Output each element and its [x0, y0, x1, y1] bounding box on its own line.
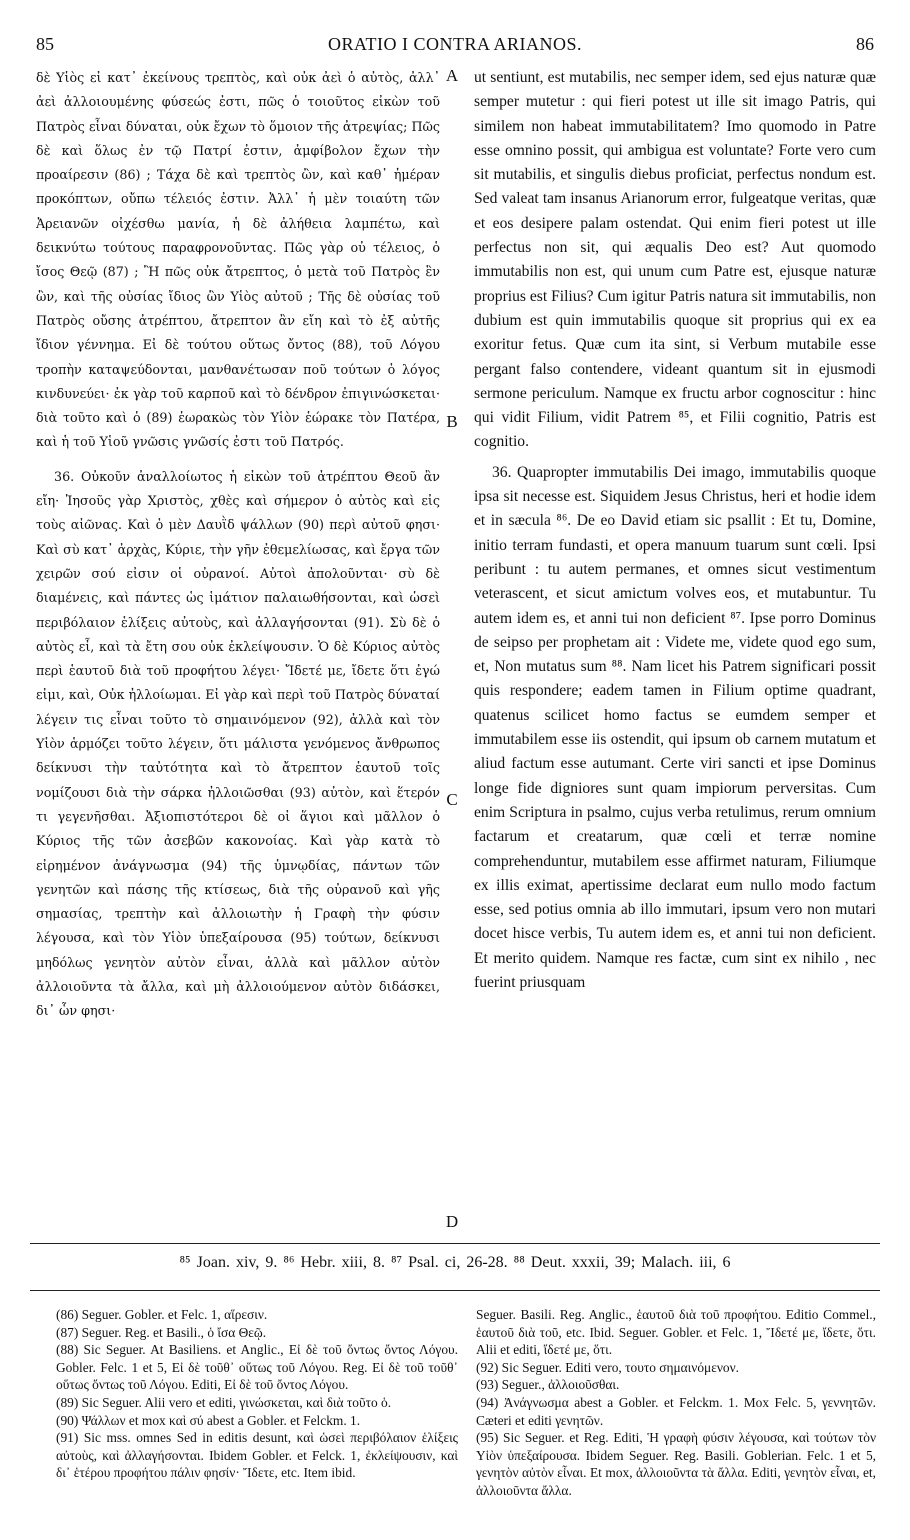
latin-paragraph-2: 36. Quapropter immutabilis Dei imago, immutabilis quoque ipsa sit necesse est. Siquidem Jesus Christus, heri et hodie idem et in sæcula ⁸⁶. De eo David etiam sic psallit : Et tu, Domine, initio terram fundasti, et opera manuum tuarum sunt cœli. Ipsi peribunt : tu autem permanes, et omnes sicut vestimentum veterascent, et sicut amictum volves eos, et mutabuntur. Tu autem idem es, et anni tui non deficient ⁸⁷. Ipse porro Dominus de seipso per prophetam ait : Videte me, videte quod ego sum, et, Non mutatus sum ⁸⁸. Nam licet his Patrem significari possit quis respondere; eadem tamen in Filium optime quadrant, quatenus scilicet homo factus se eumdem semper et immutabilem esse iis ostendit, qui ipsum ob carnem mutatum et aliud factum esse autumant. Certe viri sancti et ipse Dominus longe fide digniores sunt quam impiorum perversitas. Cum enim Scriptura in psalmo, cujus verba retulimus, rerum omnium factarum et creatarum, quæ cœli et terræ nomine comprehenduntur, mutabilem esse affirmet naturam, Filiumque ex illis eximat, apertissime declarat eum nullo modo factum esse, sed potius omnia ab illo immutari, ipsum vero non mutari docet hisce verbis, Tu autem idem es, et anni tui non deficient. Et merito quidem. Namque res factæ, cum sint ex nihilo , nec fuerint priusquam — [474, 463, 876, 991]
latin-paragraph-1: ut sentiunt, est mutabilis, nec semper idem, sed ejus naturæ quæ semper mutetur : qui fieri potest ut ille sit imago Patris, qui similem non habeat immutabilitatem? Imo quomodo in Patre esse omnino possit, qui ambigua est voluntate? Forte vero cum sit mutabilis, et singulis diebus proficiat, perfectus nondum est. Sed valeat tam insanus Arianorum error, fulgeatque veritas, quæ et eos desipere palam ostendat. Qui enim fieri potest ut ille perfectus non sit, qui æqualis Deo est? Aut quomodo immutabilis non est, qui unum cum Patre est, ejusque naturæ proprius est Filius? Cum igitur Patris natura sit immutabilis, non dubium est quin immutabilis quoque sit proprius qui ex ea exoritur fetus. Quæ cum ita sint, si Verbum mutabile esse pergant falso contendere, videant quantum sit in ejusmodi sermone periculum. Namque ex fructu arbor cognoscitur : hinc qui vidit Filium, vidit Patrem ⁸⁵, et Filii cognitio, Patris est cognitio. — [474, 69, 876, 451]
footnote: (91) Sic mss. omnes Sed in editis desunt, καὶ ὡσεὶ περιβόλαιον ἑλίξεις αὐτοὺς, καὶ ἀλλαγήσονται. Ibidem Gobler. et Felck. 1, ἐκλείψουσιν, καὶ δι᾽ ἑτέρου προφήτου πάλιν φησίν· Ἴδετε, etc. Item ibid. — [56, 1430, 458, 1481]
footnote: (94) Ἀνάγνωσμα abest a Gobler. et Felckm. 1. Mox Felc. 5, γεννητῶν. Cæteri et editi γενητῶν. — [476, 1394, 876, 1428]
footnotes-right — [476, 1306, 876, 1528]
notes-rule — [30, 1290, 880, 1291]
latin-text-column — [474, 66, 876, 1234]
text-rule — [30, 1243, 880, 1244]
margin-letter-a: A — [445, 66, 459, 85]
running-title: ORATIO I CONTRA ARIANOS. — [327, 34, 582, 54]
margin-letter-b: B — [446, 412, 458, 431]
footnote: (88) Sic Seguer. At Basiliens. et Anglic., Εἰ δὲ τοῦ ὄντως ὄντος Λόγου. Gobler. Felc. 1 et 5, Εἰ δὲ τοῦθ᾽ οὕτως τοῦ Λόγου. Reg. Εἰ δὲ τοῦ τοῦθ᾽ οὕτως ὄντως τοῦ Λόγου. Editi, Εἰ δὲ τοῦ ὄντος Λόγου. — [56, 1342, 458, 1393]
footnote: (92) Sic Seguer. Editi vero, τουτο σημαινόμενον. — [476, 1359, 739, 1375]
footnote: (93) Seguer., ἀλλοιοῦσθαι. — [476, 1377, 620, 1393]
margin-letter-d: D — [445, 1212, 459, 1231]
greek-paragraph-1: δὲ Υἱὸς εἰ κατ᾽ ἐκείνους τρεπτὸς, καὶ οὐκ ἀεὶ ὁ αὐτὸς, ἀλλ᾽ ἀεὶ ἀλλοιουμένης φύσεώς ἐστι, πῶς ὁ τοιοῦτος εἰκὼν τοῦ Πατρὸς εἶναι δύναται, οὐκ ἔχων τὸ ὅμοιον τῆς ἀτρεψίας; Πῶς δὲ καὶ ὅλως ἐν τῷ Πατρί ἐστιν, ἀμφίβολον ἔχων τὴν προαίρεσιν (86) ; Τάχα δὲ καὶ τρεπτὸς ὢν, καὶ καθ᾽ ἡμέραν προκόπτων, οὔπω τέλειός ἐστιν. Ἀλλ᾽ ἡ μὲν τοιαύτη τῶν Ἀρειανῶν οἰχέσθω μανία, ἡ δὲ ἀλήθεια λαμπέτω, καὶ δεικνύτω τούτους παραφρονοῦντας. Πῶς γὰρ οὐ τέλειος, ὁ ἴσος Θεῷ (87) ; Ἢ πῶς οὐκ ἄτρεπτος, ὁ μετὰ τοῦ Πατρὸς ἓν ὢν, καὶ τῆς οὐσίας ἴδιος ὢν Υἱὸς αὐτοῦ ; Τῆς δὲ οὐσίας τοῦ Πατρὸς οὔσης ἀτρέπτου, ἄτρεπτον ἂν εἴη καὶ τὸ ἐξ αὐτῆς ἴδιον γέννημα. Εἰ δὲ τούτου οὕτως ὄντος (88), τοῦ Λόγου τροπὴν καταψεύδονται, μανθανέτωσαν ποῦ τούτων ὁ λόγος κινδυνεύει· ἐκ γὰρ τοῦ καρποῦ καὶ τὸ δένδρον ἐπιγινώσκεται· διὰ τοῦτο καὶ ὁ (89) ἑωρακὼς τὸν Υἱὸν ἑώρακε τὸν Πατέρα, καὶ ἡ τοῦ Υἱοῦ γνῶσις γνῶσίς ἐστι τοῦ Πατρός. — [36, 70, 440, 450]
footnote: (87) Seguer. Reg. et Basili., ὁ ἴσα Θεῷ. — [56, 1324, 267, 1340]
page-number-left: 85 — [36, 34, 54, 54]
footnote: (95) Sic Seguer. et Reg. Editi, Ἡ γραφὴ φύσιν λέγουσα, καὶ τούτων τὸν Υἱὸν ὑπεξαίρουσα. Ibidem Seguer. Reg. Basili. Goblerian. Felc. 1 et 5, γενητὸν αὐτὸν εἶναι. Et mox, ἀλλοιοῦντα τὰ ἄλλα. Editi, γενητὸν εἶναι, et, ἀλλοιοῦντα ἄλλα. — [476, 1430, 876, 1498]
footnote: Seguer. Basili. Reg. Anglic., ἑαυτοῦ διὰ τοῦ προφήτου. Editio Commel., ἑαυτοῦ διὰ τοῦ, etc. Ibid. Seguer. Gobler. et Felc. 1, Ἴδετέ με, ἴδετε, ὅτι. Alii et editi, ἴδετέ με, ὅτι. — [476, 1307, 876, 1358]
footnote: (89) Sic Seguer. Alii vero et editi, γινώσκεται, καὶ διὰ τοῦτο ὁ. — [56, 1394, 392, 1410]
footnote: (86) Seguer. Gobler. et Felc. 1, αἵρεσιν. — [56, 1307, 268, 1322]
greek-paragraph-2: 36. Οὐκοῦν ἀναλλοίωτος ἡ εἰκὼν τοῦ ἀτρέπτου Θεοῦ ἂν εἴη· Ἰησοῦς γὰρ Χριστὸς, χθὲς καὶ σήμερον ὁ αὐτὸς καὶ εἰς τοὺς αἰῶνας. Καὶ ὁ μὲν Δαυῒδ ψάλλων (90) περὶ αὐτοῦ φησι· Καὶ σὺ κατ᾽ ἀρχὰς, Κύριε, τὴν γῆν ἐθεμελίωσας, καὶ ἔργα τῶν χειρῶν σού εἰσιν οἱ οὐρανοί. Αὐτοὶ ἀπολοῦνται· σὺ δὲ διαμένεις, καὶ πάντες ὡς ἱμάτιον παλαιωθήσονται, καὶ ὡσεὶ περιβόλαιον ἑλίξεις αὐτοὺς, καὶ ἀλλαγήσονται (91). Σὺ δὲ ὁ αὐτὸς εἶ, καὶ τὰ ἔτη σου οὐκ ἐκλείψουσιν. Ὁ δὲ Κύριος αὐτὸς περὶ ἑαυτοῦ διὰ τοῦ προφήτου λέγει· Ἴδετέ με, ἴδετε ὅτι ἐγώ εἰμι, καὶ, Οὐκ ἠλλοίωμαι. Εἰ γὰρ καὶ περὶ τοῦ Πατρὸς δύναταί λέγειν τις εἶναι τοῦτο τὸ σημαινόμενον (92), ἀλλὰ καὶ τὸν Υἱὸν ἁρμόζει τοῦτο λέγειν, ὅτι μάλιστα γενόμενος ἄνθρωπος δείκνυσι τὴν ταὐτότητα καὶ τὸ ἄτρεπτον ἑαυτοῦ τοῖς νομίζουσι διὰ τὴν σάρκα ἠλλοιῶσθαι (93) αὐτὸν, καὶ ἕτερόν τι γεγενῆσθαι. Ἀξιοπιστότεροι δὲ οἱ ἅγιοι καὶ μᾶλλον ὁ Κύριος τῆς τῶν ἀσεβῶν κακονοίας. Καὶ γὰρ κατὰ τὸ εἰρημένον ἀνάγνωσμα (94) τῆς ὑμνῳδίας, πάντων τῶν γενητῶν καὶ πάσης τῆς κτίσεως, διὰ τῆς οὐρανοῦ καὶ γῆς σημασίας, τρεπτὴν καὶ ἀλλοιωτὴν ἡ Γραφὴ τὴν φύσιν λέγουσα, καὶ τὸν Υἱὸν ὑπεξαίρουσα (95) τούτων, δείκνυσι μηδόλως γενητὸν αὐτὸν εἶναι, ἀλλὰ καὶ μᾶλλον αὐτὸν ἀλλοιοῦντα τὰ ἄλλα, καὶ μὴ ἀλλοιούμενον αὐτὸν διδάσκει, δι᾽ ὧν φησι· — [36, 468, 440, 1019]
footnotes-left — [56, 1306, 458, 1528]
footnote: (90) Ψάλλων et mox καὶ σύ abest a Gobler. et Felckm. 1. — [56, 1412, 361, 1428]
page-header — [30, 34, 880, 58]
page-number-right: 86 — [856, 34, 874, 54]
margin-letter-c: C — [446, 790, 458, 809]
greek-text-column — [36, 66, 440, 1234]
scripture-references: ⁸⁵ Joan. xiv, 9. ⁸⁶ Hebr. xiii, 8. ⁸⁷ Psal. ci, 26-28. ⁸⁸ Deut. xxxii, 39; Malach. iii, 6 — [179, 1254, 731, 1271]
